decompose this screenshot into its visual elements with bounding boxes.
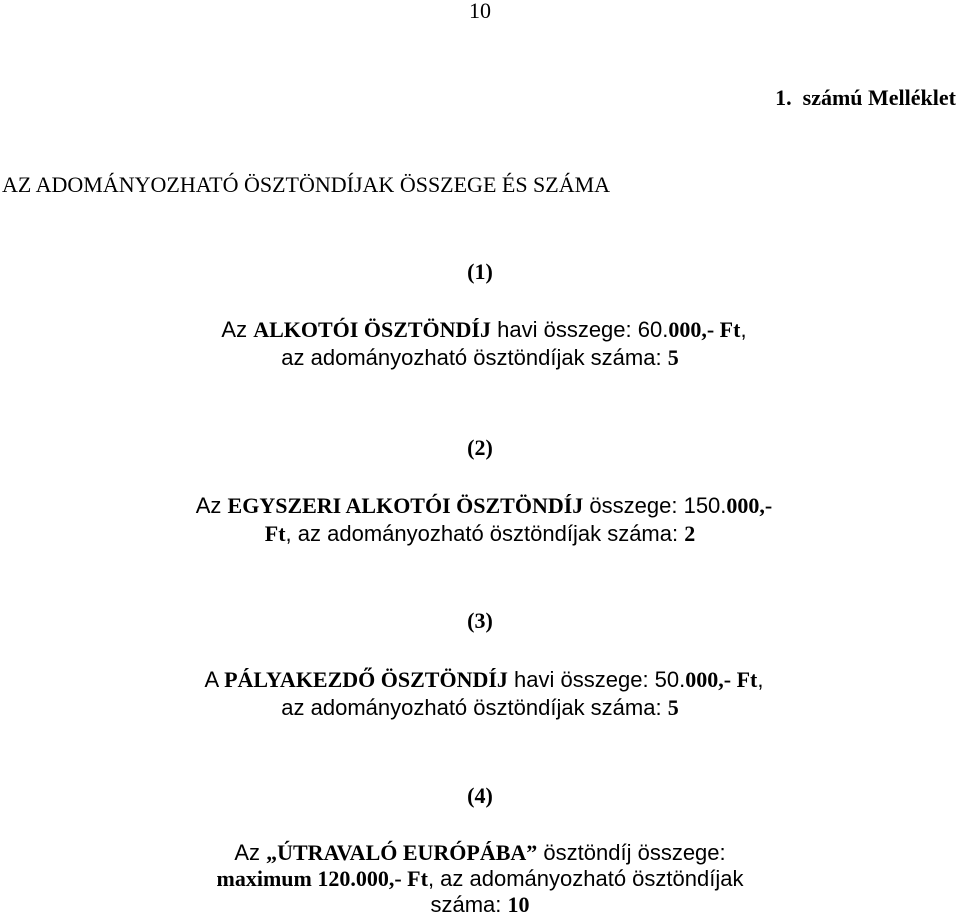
section-3-prefix: A: [204, 667, 225, 692]
section-1-amount-label: havi összege: 60.: [491, 317, 669, 342]
section-4-amount: 000,- Ft: [355, 866, 428, 891]
section-3-amount-label: havi összege: 50.: [507, 667, 686, 692]
page-number: 10: [469, 0, 491, 23]
section-2-amount: 000,-: [726, 493, 773, 518]
section-1-comma: ,: [740, 317, 747, 342]
section-4-line-1: [0, 840, 960, 866]
section-1-scholarship-name: ALKOTÓI ÖSZTÖNDÍJ: [253, 317, 491, 342]
section-3-amount: 000,- Ft: [685, 667, 758, 692]
section-2-currency: Ft: [264, 521, 286, 546]
section-4-scholarship-name: „ÚTRAVALÓ EURÓPÁBA”: [266, 840, 538, 865]
section-2-amount-label: összege: 150.: [583, 493, 727, 518]
section-1-count: 5: [667, 345, 679, 370]
section-3-line-1: [4, 666, 960, 694]
section-4-count: 10: [507, 892, 530, 917]
section-1-prefix: Az: [221, 317, 254, 342]
section-4-count-label-2: száma:: [430, 892, 508, 917]
section-1-count-label: az adományozható ösztöndíjak száma:: [281, 345, 668, 370]
section-4-line-2: [0, 866, 960, 892]
section-4-prefix: Az: [234, 840, 267, 865]
section-3-count: 5: [667, 695, 679, 720]
section-4-line-3: [0, 892, 960, 918]
section-2-line-1: [4, 492, 960, 520]
section-4-body: [0, 840, 960, 918]
section-3-comma: ,: [757, 667, 764, 692]
section-2-body: [0, 492, 960, 548]
section-number-2: (2): [467, 435, 493, 460]
section-3-scholarship-name: PÁLYAKEZDŐ ÖSZTÖNDÍJ: [224, 667, 508, 692]
section-4-amount-label: ösztöndíj összege:: [537, 840, 726, 865]
section-3-count-label: az adományozható ösztöndíjak száma:: [281, 695, 668, 720]
section-1-amount: 000,- Ft: [668, 317, 741, 342]
main-heading: AZ ADOMÁNYOZHATÓ ÖSZTÖNDÍJAK ÖSSZEGE ÉS SZÁMA: [2, 172, 611, 197]
section-2-line-2: [0, 520, 960, 548]
section-1-line-2: [0, 344, 960, 372]
section-2-prefix: Az: [195, 493, 228, 518]
section-4-count-label: , az adományozható ösztöndíjak: [427, 866, 744, 891]
section-number-4: (4): [467, 783, 493, 808]
section-4-maximum: maximum 120.: [216, 866, 356, 891]
section-1-body: [0, 316, 960, 372]
section-number-1: (1): [467, 259, 493, 284]
section-number-3: (3): [467, 608, 493, 633]
section-2-count: 2: [684, 521, 696, 546]
section-3-body: [0, 666, 960, 722]
section-2-scholarship-name: EGYSZERI ALKOTÓI ÖSZTÖNDÍJ: [227, 493, 584, 518]
section-1-line-1: [4, 316, 960, 344]
section-2-count-label: , az adományozható ösztöndíjak száma:: [285, 521, 685, 546]
annex-label: 1. számú Melléklet: [775, 85, 956, 110]
section-3-line-2: [0, 694, 960, 722]
